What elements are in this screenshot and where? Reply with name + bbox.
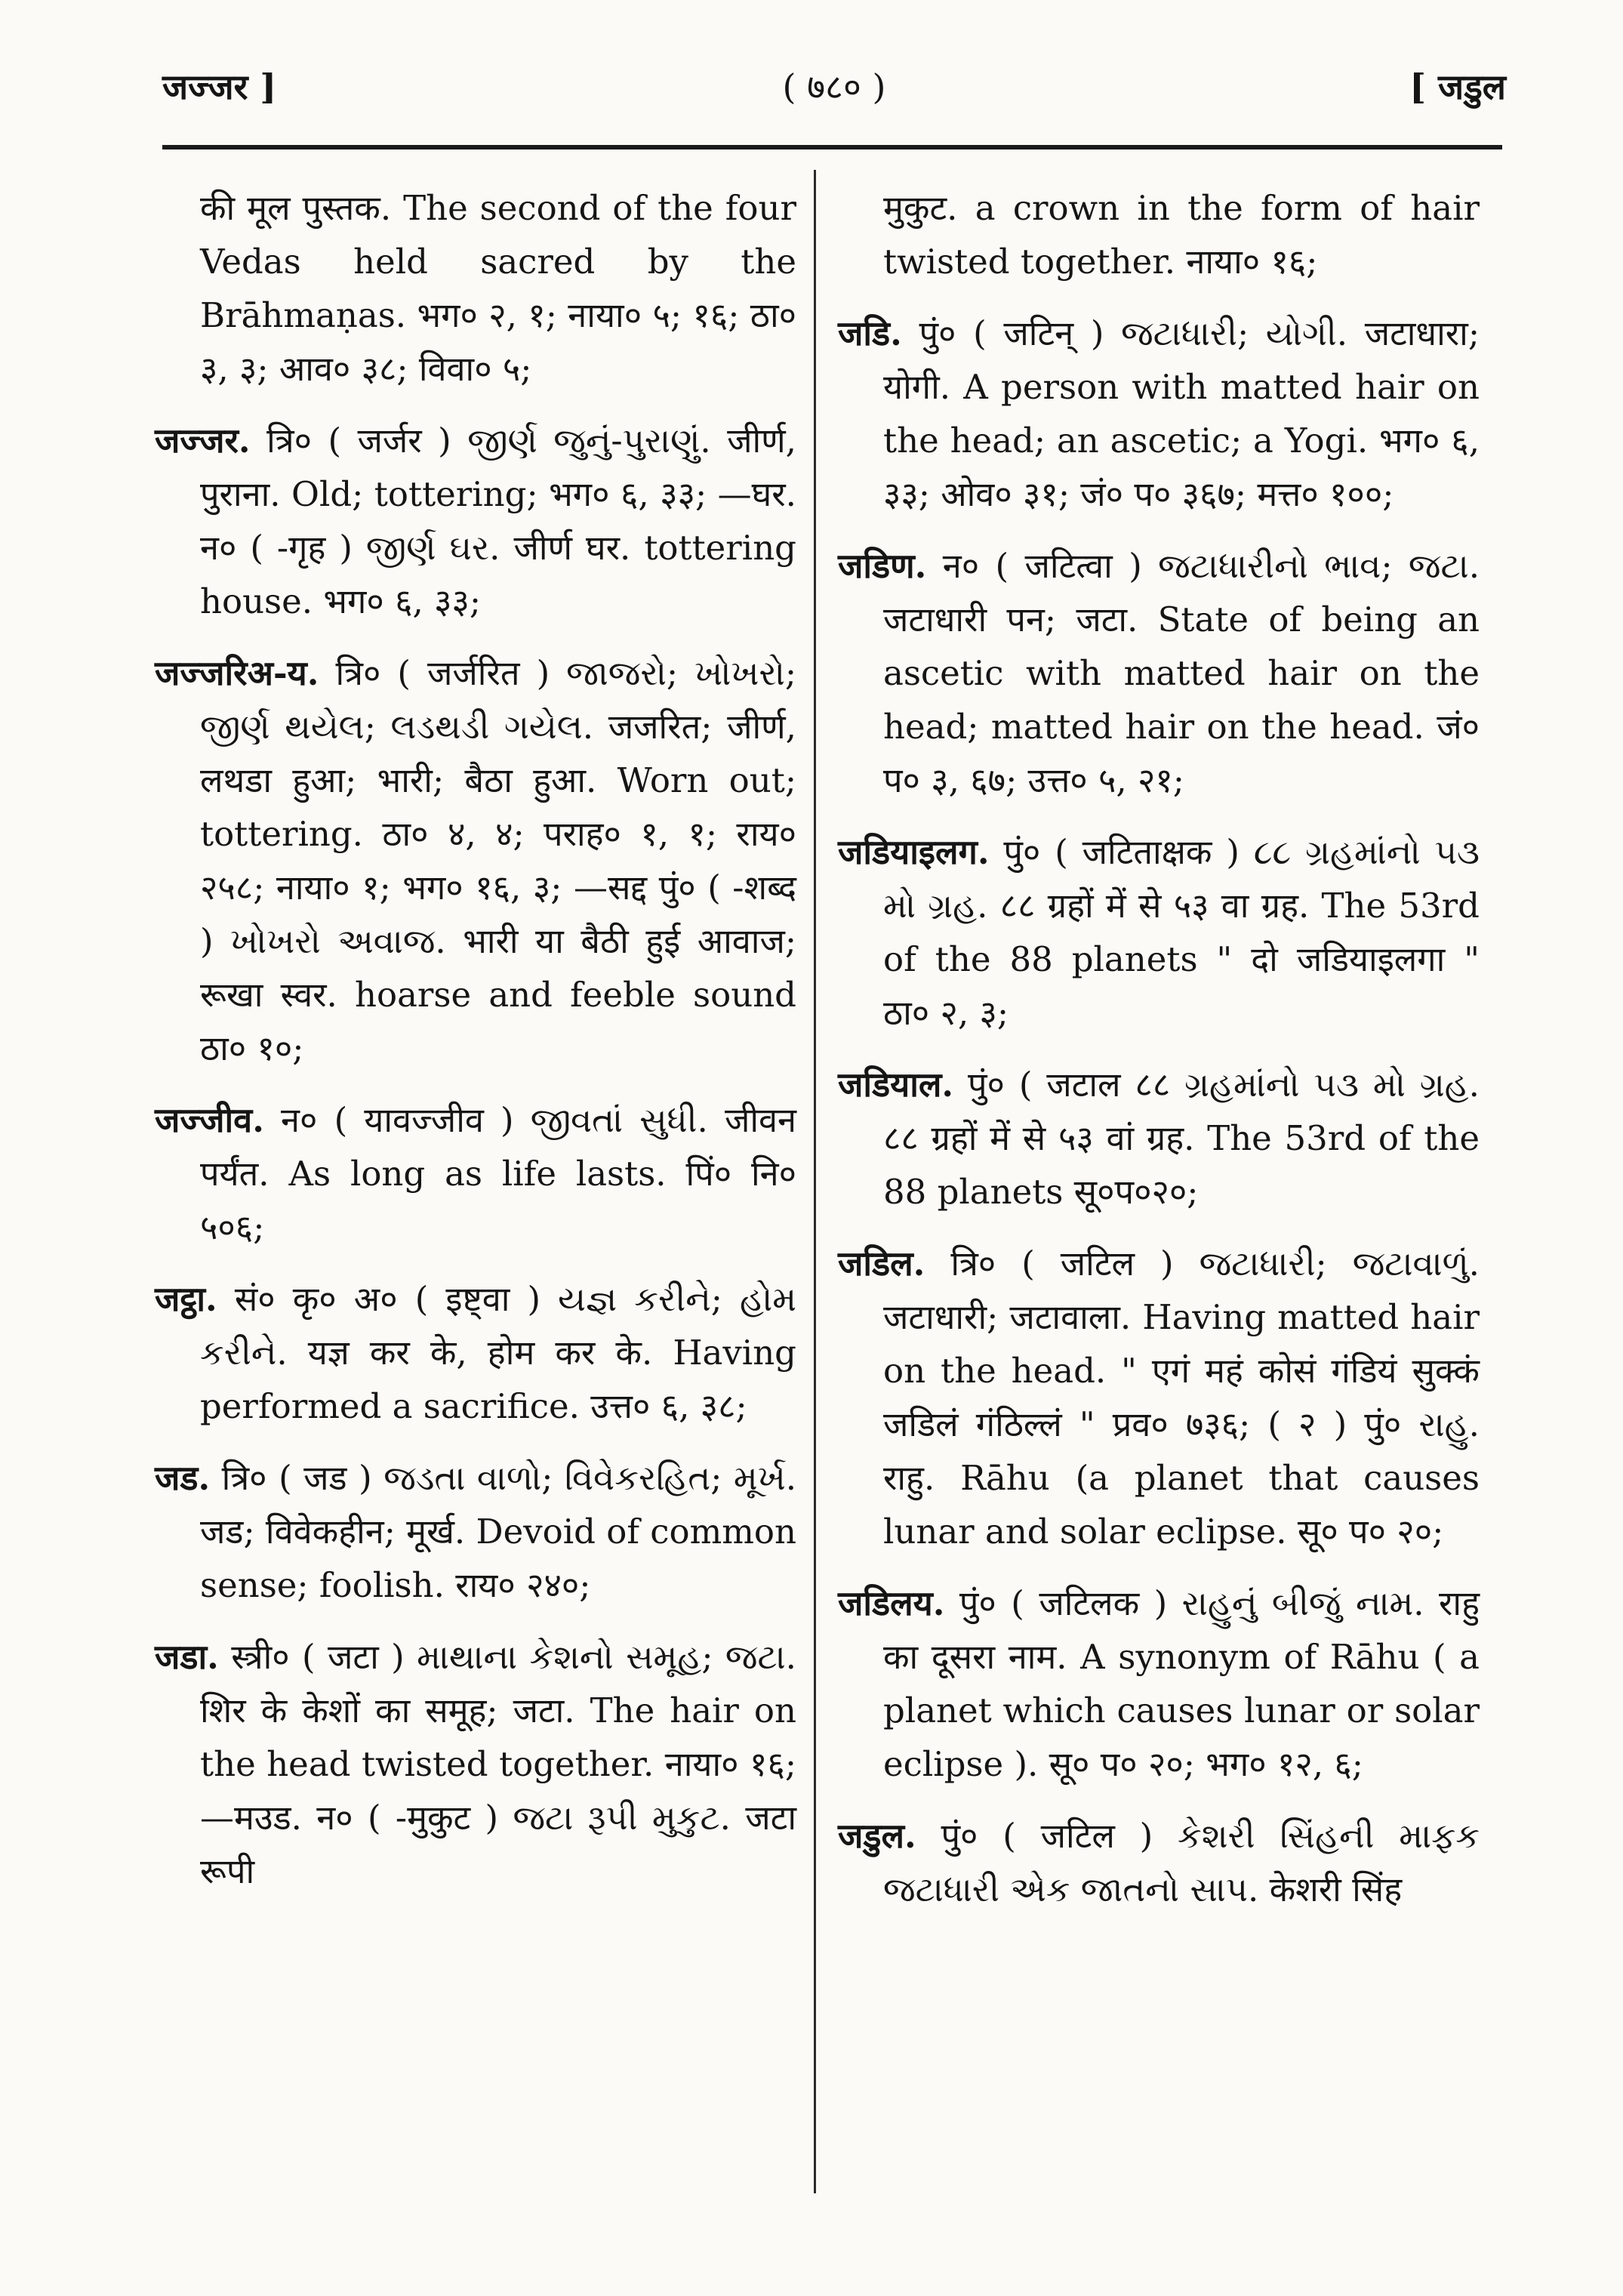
entry-text: पुं० ( जटाल ८८ ગ્રહમાંનો ૫૩ મો ગ્રહ. ८८ ग्रहों में से ५३ वां ग्रह. The 53rd of the 88 planets सू०प०२०; — [883, 1065, 1480, 1212]
dictionary-entry — [155, 1093, 796, 1254]
entry-headword: जडिण. — [838, 546, 927, 586]
entry-text: पुं० ( जटिताक्षक ) ૮૮ ગ્રહમાંનો ૫૩ મો ગ્રહ. ८८ ग्रहों में से ५३ वा ग्रह. The 53rd of the 88 planets " दो जडियाइलगा " ठा० २, ३; — [883, 832, 1480, 1033]
dictionary-entry — [838, 825, 1480, 1040]
entry-text: की मूल पुस्तक. The second of the four Vedas held sacred by the Brāhmaṇas. भग० २, १; नाया० ५; १६; ठा० ३, ३; आव० ३८; विवा० ५; — [200, 188, 796, 389]
dictionary-entry — [155, 1630, 796, 1898]
entry-headword: जडियाल. — [838, 1065, 954, 1105]
dictionary-entry — [838, 1576, 1480, 1791]
header-rule — [162, 145, 1502, 149]
entry-headword: जट्ठा. — [155, 1279, 217, 1319]
right-column — [838, 181, 1480, 1934]
entry-headword: जडियाइलग. — [838, 832, 990, 872]
dictionary-entry — [155, 414, 796, 628]
entry-headword: जडिलय. — [838, 1583, 945, 1623]
entry-text: स्त्री० ( जटा ) માથાના કેશનો સમૂહ; જટા. शिर के केशों का समूह; जटा. The hair on the head twisted together. नाया० १६; —मउड. न० ( -मुकुट ) જટા રૂપી મુકુટ. जटा रूपी — [200, 1637, 796, 1891]
entry-text: पुं० ( जटिन् ) જટાધારી; યોગી. जटाधारा; योगी. A person with matted hair on the head; an ascetic; a Yogi. भग० ६, ३३; ओव० ३१; जं० प० ३६७; मत्त० १००; — [883, 313, 1480, 514]
entry-text: त्रि० ( जर्जरित ) જાજરો; ખોખરો; જીર્ણ થયેલ; લડથડી ગયેલ. जजरित; जीर्ण, लथडा हुआ; भारी; बैठा हुआ. Worn out; tottering. ठा० ४, ४; पराह० १, १; राय० २५८; नाया० १; भग० १६, ३; —सद्द पुं० ( -शब्द ) ખોખરો અવાજ. भारी या बैठी हुई आवाज; रूखा स्वर. hoarse and feeble sound ठा० १०; — [200, 653, 796, 1068]
entry-headword: जडि. — [838, 313, 902, 353]
entry-text: सं० कृ० अ० ( इष्ट्वा ) યજ્ઞ કરીને; હોમ કરીને. यज्ञ कर के, होम कर के. Having performed a sacrifice. उत्त० ६, ३८; — [200, 1279, 796, 1426]
entry-text: पुं० ( जटिलक ) રાહુનું બીજું નામ. राहु का दूसरा नाम. A synonym of Rāhu ( a planet which causes lunar or solar eclipse ). सू० प० २०; भग० १२, ६; — [883, 1583, 1480, 1784]
entry-headword: जज्जरिअ-य. — [155, 653, 319, 693]
entry-text: पुं० ( जटिल ) કેશરી સિંહની માફક જટાધારી એક જાતનો સાપ. केशरी सिंह — [883, 1816, 1480, 1909]
entry-text: त्रि० ( जटिल ) જટાધારી; જટાવાળું. जटाधारी; जटावाला. Having matted hair on the head. " एगं महं कोसं गंडियं सुक्कं जडिलं गंठिल्लं " प्रव० ७३६; ( २ ) पुं० રાહુ. राहु. Rāhu (a planet that causes lunar and solar eclipse. सू० प० २०; — [883, 1244, 1480, 1552]
dictionary-entry — [838, 307, 1480, 521]
entry-headword: जडिल. — [838, 1244, 925, 1284]
dictionary-entry — [838, 1058, 1480, 1219]
left-column — [155, 181, 796, 1916]
dictionary-entry — [155, 646, 796, 1075]
entry-text: त्रि० ( जर्जर ) જીર્ણ જુનું-પુરાણું. जीर्ण, पुराना. Old; tottering; भग० ६, ३३; —घर. न० ( -गृह ) જીર્ણ ઘર. जीर्ण घर. tottering house. भग० ६, ३३; — [200, 421, 796, 621]
entry-text: न० ( जटित्वा ) જટાધારીનો ભાવ; જટા. जटाधारी पन; जटा. State of being an ascetic with matted hair on the head; matted hair on the head. जं० प० ३, ६७; उत्त० ५, २१; — [883, 546, 1480, 800]
running-head — [162, 57, 1506, 117]
entry-text: न० ( यावज्जीव ) જીવતાં સુધી. जीवन पर्यंत. As long as life lasts. पिं० नि० ५०६; — [200, 1100, 796, 1247]
dictionary-entry — [838, 1809, 1480, 1916]
dictionary-entry — [155, 1451, 796, 1612]
page-number: ( ७८० ) — [782, 66, 886, 107]
column-divider — [814, 170, 816, 2193]
entry-headword: जज्जर. — [155, 421, 251, 461]
dictionary-entry — [155, 1272, 796, 1433]
dictionary-entry — [838, 539, 1480, 807]
header-right-guideword: [ जडुल — [1409, 66, 1506, 107]
dictionary-entry — [838, 1237, 1480, 1558]
entry-headword: जडा. — [155, 1637, 219, 1677]
header-left-guideword: जज्जर ] — [162, 66, 277, 107]
dictionary-entry — [838, 181, 1480, 288]
entry-headword: जड. — [155, 1458, 211, 1498]
entry-text: त्रि० ( जड ) જડતા વાળો; વિવેકરહિત; મૂર્ખ. जड; विवेकहीन; मूर्ख. Devoid of common sense; foolish. राय० २४०; — [200, 1458, 796, 1605]
entry-text: मुकुट. a crown in the form of hair twisted together. नाया० १६; — [883, 188, 1480, 282]
dictionary-entry — [155, 181, 796, 396]
entry-headword: जज्जीव. — [155, 1100, 264, 1140]
entry-headword: जडुल. — [838, 1816, 916, 1856]
